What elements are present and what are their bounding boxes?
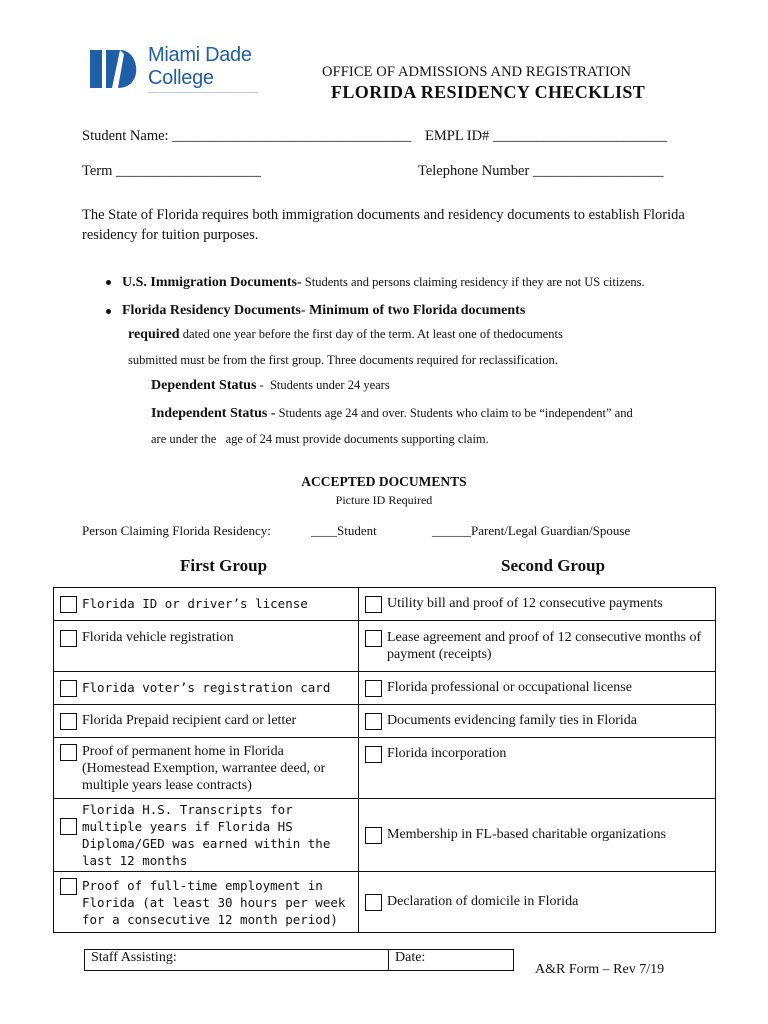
- checkbox[interactable]: [365, 596, 382, 613]
- document-bullets: [82, 270, 722, 321]
- table-cell: Utility bill and proof of 12 consecutive payments: [359, 588, 716, 621]
- table-cell: Documents evidencing family ties in Florida: [359, 705, 716, 738]
- documents-table: [53, 587, 716, 933]
- table-cell: Florida professional or occupational license: [359, 672, 716, 705]
- dependent-status: Dependent Status - Students under 24 years: [151, 378, 390, 393]
- college-logo-icon: [90, 46, 142, 90]
- checkbox[interactable]: [60, 878, 77, 895]
- required-line: required dated one year before the first day of the term. At least one of thedocuments: [128, 327, 563, 342]
- student-name-field[interactable]: Student Name: _________________________________: [82, 128, 412, 144]
- second-group-heading: Second Group: [501, 556, 606, 575]
- logo-divider: [148, 92, 258, 93]
- table-cell: Florida vehicle registration: [54, 621, 359, 672]
- table-cell: Florida voter’s registration card: [54, 672, 359, 705]
- form-revision: A&R Form – Rev 7/19: [535, 962, 665, 977]
- table-row: [54, 588, 716, 621]
- checkbox[interactable]: [365, 713, 382, 730]
- table-cell: Florida ID or driver’s license: [54, 588, 359, 621]
- table-row: [54, 872, 716, 933]
- checkbox[interactable]: [60, 630, 77, 647]
- table-cell: Florida incorporation: [359, 738, 716, 799]
- table-cell: Proof of full-time employment in Florida (at least 30 hours per week for a consecutive 12 month period): [54, 872, 359, 933]
- required-line-2: submitted must be from the first group. Three documents required for reclassification.: [128, 353, 558, 367]
- staff-table: [84, 949, 514, 971]
- table-row: [54, 672, 716, 705]
- logo-line2: College: [148, 67, 214, 89]
- bullet-residency: Florida Residency Documents- Minimum of two Florida documents: [82, 301, 722, 321]
- person-claiming-label: Person Claiming Florida Residency:: [82, 523, 271, 538]
- date-field[interactable]: Date:: [389, 950, 514, 971]
- checkbox[interactable]: [365, 680, 382, 697]
- parent-option[interactable]: ______Parent/Legal Guardian/Spouse: [432, 523, 631, 538]
- table-row: [54, 621, 716, 672]
- accepted-heading: ACCEPTED DOCUMENTS: [301, 474, 467, 489]
- checkbox[interactable]: [365, 827, 382, 844]
- intro-paragraph: The State of Florida requires both immigration documents and residency documents to establish Florida residency for tuition purposes.: [82, 207, 685, 243]
- checkbox[interactable]: [365, 630, 382, 647]
- table-row: [54, 799, 716, 872]
- page-title: FLORIDA RESIDENCY CHECKLIST: [331, 82, 646, 102]
- empl-id-field[interactable]: EMPL ID# ________________________: [425, 128, 667, 144]
- checkbox[interactable]: [60, 744, 77, 761]
- checkbox[interactable]: [365, 894, 382, 911]
- checkbox[interactable]: [60, 713, 77, 730]
- telephone-field[interactable]: Telephone Number __________________: [418, 163, 664, 179]
- bullet-dot: [106, 309, 111, 314]
- checkbox[interactable]: [60, 818, 77, 835]
- independent-status-2: are under the age of 24 must provide documents supporting claim.: [151, 432, 489, 446]
- staff-assisting-field[interactable]: Staff Assisting:: [85, 950, 389, 971]
- independent-status: Independent Status - Students age 24 and over. Students who claim to be “independent” and: [151, 406, 633, 421]
- checkbox[interactable]: [60, 596, 77, 613]
- checkbox[interactable]: [60, 680, 77, 697]
- logo-line1: Miami Dade: [148, 44, 252, 66]
- table-cell: Lease agreement and proof of 12 consecutive months of payment (receipts): [359, 621, 716, 672]
- table-cell: Membership in FL-based charitable organizations: [359, 799, 716, 872]
- table-cell: Declaration of domicile in Florida: [359, 872, 716, 933]
- table-cell: Florida Prepaid recipient card or letter: [54, 705, 359, 738]
- first-group-heading: First Group: [180, 556, 268, 575]
- bullet-dot: [106, 280, 111, 285]
- bullet-immigration: U.S. Immigration Documents- Students and persons claiming residency if they are not US citizens.: [82, 272, 722, 293]
- table-cell: Proof of permanent home in Florida (Homestead Exemption, warrantee deed, or multiple years lease contracts): [54, 738, 359, 799]
- student-option[interactable]: ____Student: [311, 523, 377, 538]
- table-cell: Florida H.S. Transcripts for multiple years if Florida HS Diploma/GED was earned within the last 12 months: [54, 799, 359, 872]
- table-row: [54, 738, 716, 799]
- table-row: [54, 705, 716, 738]
- college-logo: [90, 44, 260, 96]
- term-field[interactable]: Term ____________________: [82, 163, 262, 179]
- checkbox[interactable]: [365, 746, 382, 763]
- office-heading: OFFICE OF ADMISSIONS AND REGISTRATION: [322, 64, 632, 80]
- picture-id-note: Picture ID Required: [335, 493, 433, 507]
